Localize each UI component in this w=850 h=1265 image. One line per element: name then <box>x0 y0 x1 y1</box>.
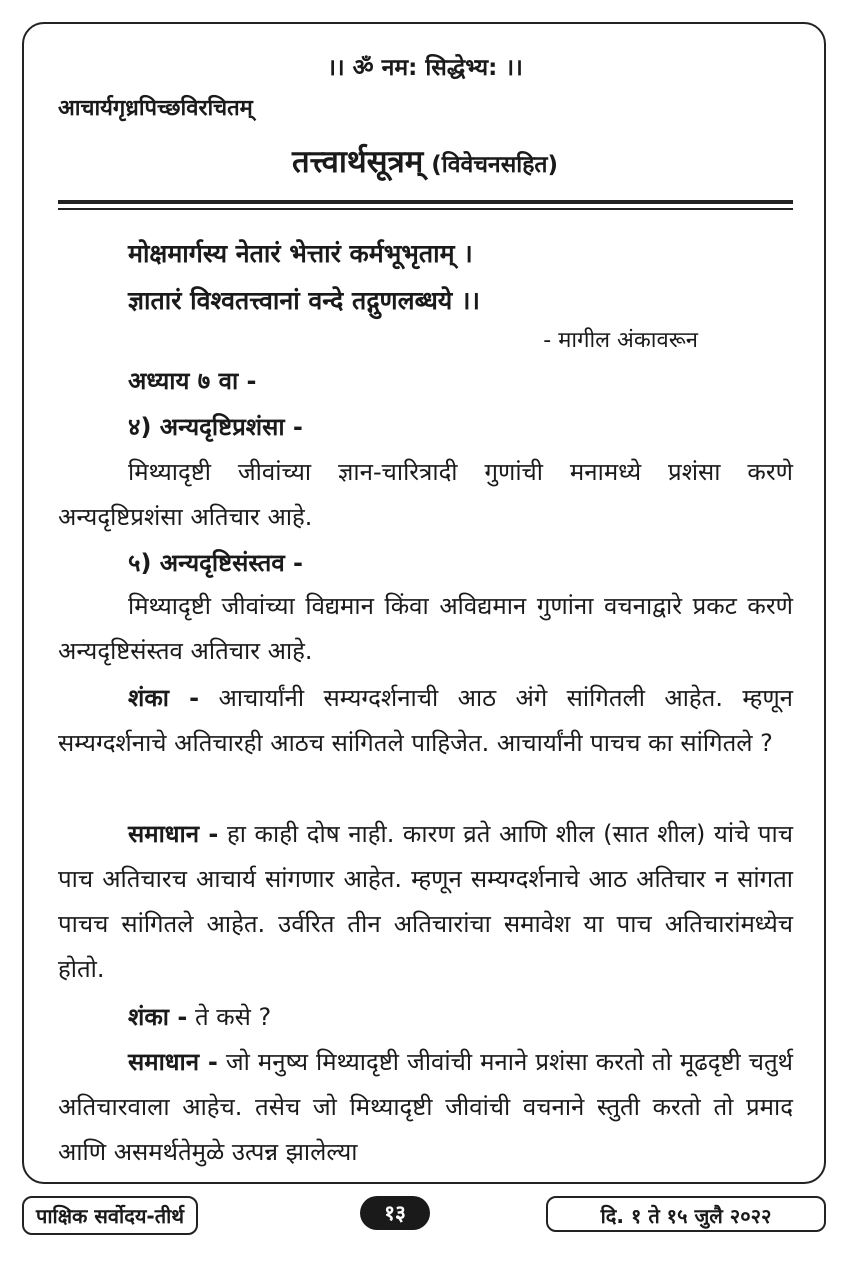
verse-line-1: मोक्षमार्गस्य नेतारं भेत्तारं कर्मभूभृताम् । <box>128 239 473 268</box>
page-title <box>0 140 850 182</box>
divider-thin <box>58 208 793 210</box>
qa-label: शंका - <box>128 1003 188 1031</box>
verse-line-2: ज्ञातारं विश्वतत्त्वानां वन्दे तद्गुणलब्धये ।। <box>128 286 480 315</box>
invocation: ।। ॐ नम: सिद्धेभ्य: ।। <box>327 55 523 81</box>
qa-text: जो मनुष्य मिथ्यादृष्टी जीवांची मनाने प्रशंसा करतो तो मूढदृष्टी चतुर्थ अतिचारवाला आहेच. तसेच जो मिथ्यादृष्टी जीवांची वचनाने स्तुती करतो तो प्रमाद आणि असमर्थतेमुळे उत्पन्न झालेल्या <box>58 1048 793 1166</box>
qa-block <box>58 995 793 1040</box>
qa-block <box>58 676 793 766</box>
author-line: आचार्यगृध्रपिच्छविरचितम् <box>58 96 253 121</box>
qa-label: समाधान - <box>128 820 219 848</box>
qa-text: हा काही दोष नाही. कारण व्रते आणि शील (सात शील) यांचे पाच पाच अतिचारच आचार्य सांगणार आहेत. म्हणून सम्यग्दर्शनाचे आठ अतिचार न सांगता पाचच सांगितले आहेत. उर्वरित तीन अतिचारांचा समावेश या पाच अतिचारांमध्येच होतो. <box>58 820 794 983</box>
qa-label: समाधान - <box>128 1048 218 1076</box>
section-4-text: मिथ्यादृष्टी जीवांच्या ज्ञान-चारित्रादी गुणांची मनामध्ये प्रशंसा करणे अन्यदृष्टिप्रशंसा अतिचार आहे. <box>58 458 793 531</box>
verse-attribution: - मागील अंकावरून <box>543 328 698 353</box>
qa-block <box>58 1040 793 1175</box>
divider-thick <box>58 200 793 204</box>
section-4-heading: ४) अन्यदृष्टिप्रशंसा - <box>128 413 303 441</box>
title-subtitle: (विवेचनसहित) <box>431 152 559 178</box>
page-number: १३ <box>360 1196 430 1230</box>
publication-name: पाक्षिक सर्वोदय-तीर्थ <box>22 1196 198 1235</box>
qa-label: शंका - <box>128 684 200 712</box>
qa-text: आचार्यांनी सम्यग्दर्शनाची आठ अंगे सांगितली आहेत. म्हणून सम्यग्दर्शनाचे अतिचारही आठच सांगितले पाहिजेत. आचार्यांनी पाचच का सांगितले ? <box>58 684 793 757</box>
qa-text: ते कसे ? <box>194 1003 272 1031</box>
section-5-text: मिथ्यादृष्टी जीवांच्या विद्यमान किंवा अविद्यमान गुणांना वचनाद्वारे प्रकट करणे अन्यदृष्टिसंस्तव अतिचार आहे. <box>58 592 793 665</box>
section-5-heading: ५) अन्यदृष्टिसंस्तव - <box>128 549 304 577</box>
qa-block <box>58 812 793 992</box>
issue-date: दि. १ ते १५ जुलै २०२२ <box>546 1196 826 1232</box>
chapter-heading: अध्याय ७ वा - <box>128 367 257 395</box>
title-main: तत्त्वार्थसूत्रम् <box>291 144 424 180</box>
